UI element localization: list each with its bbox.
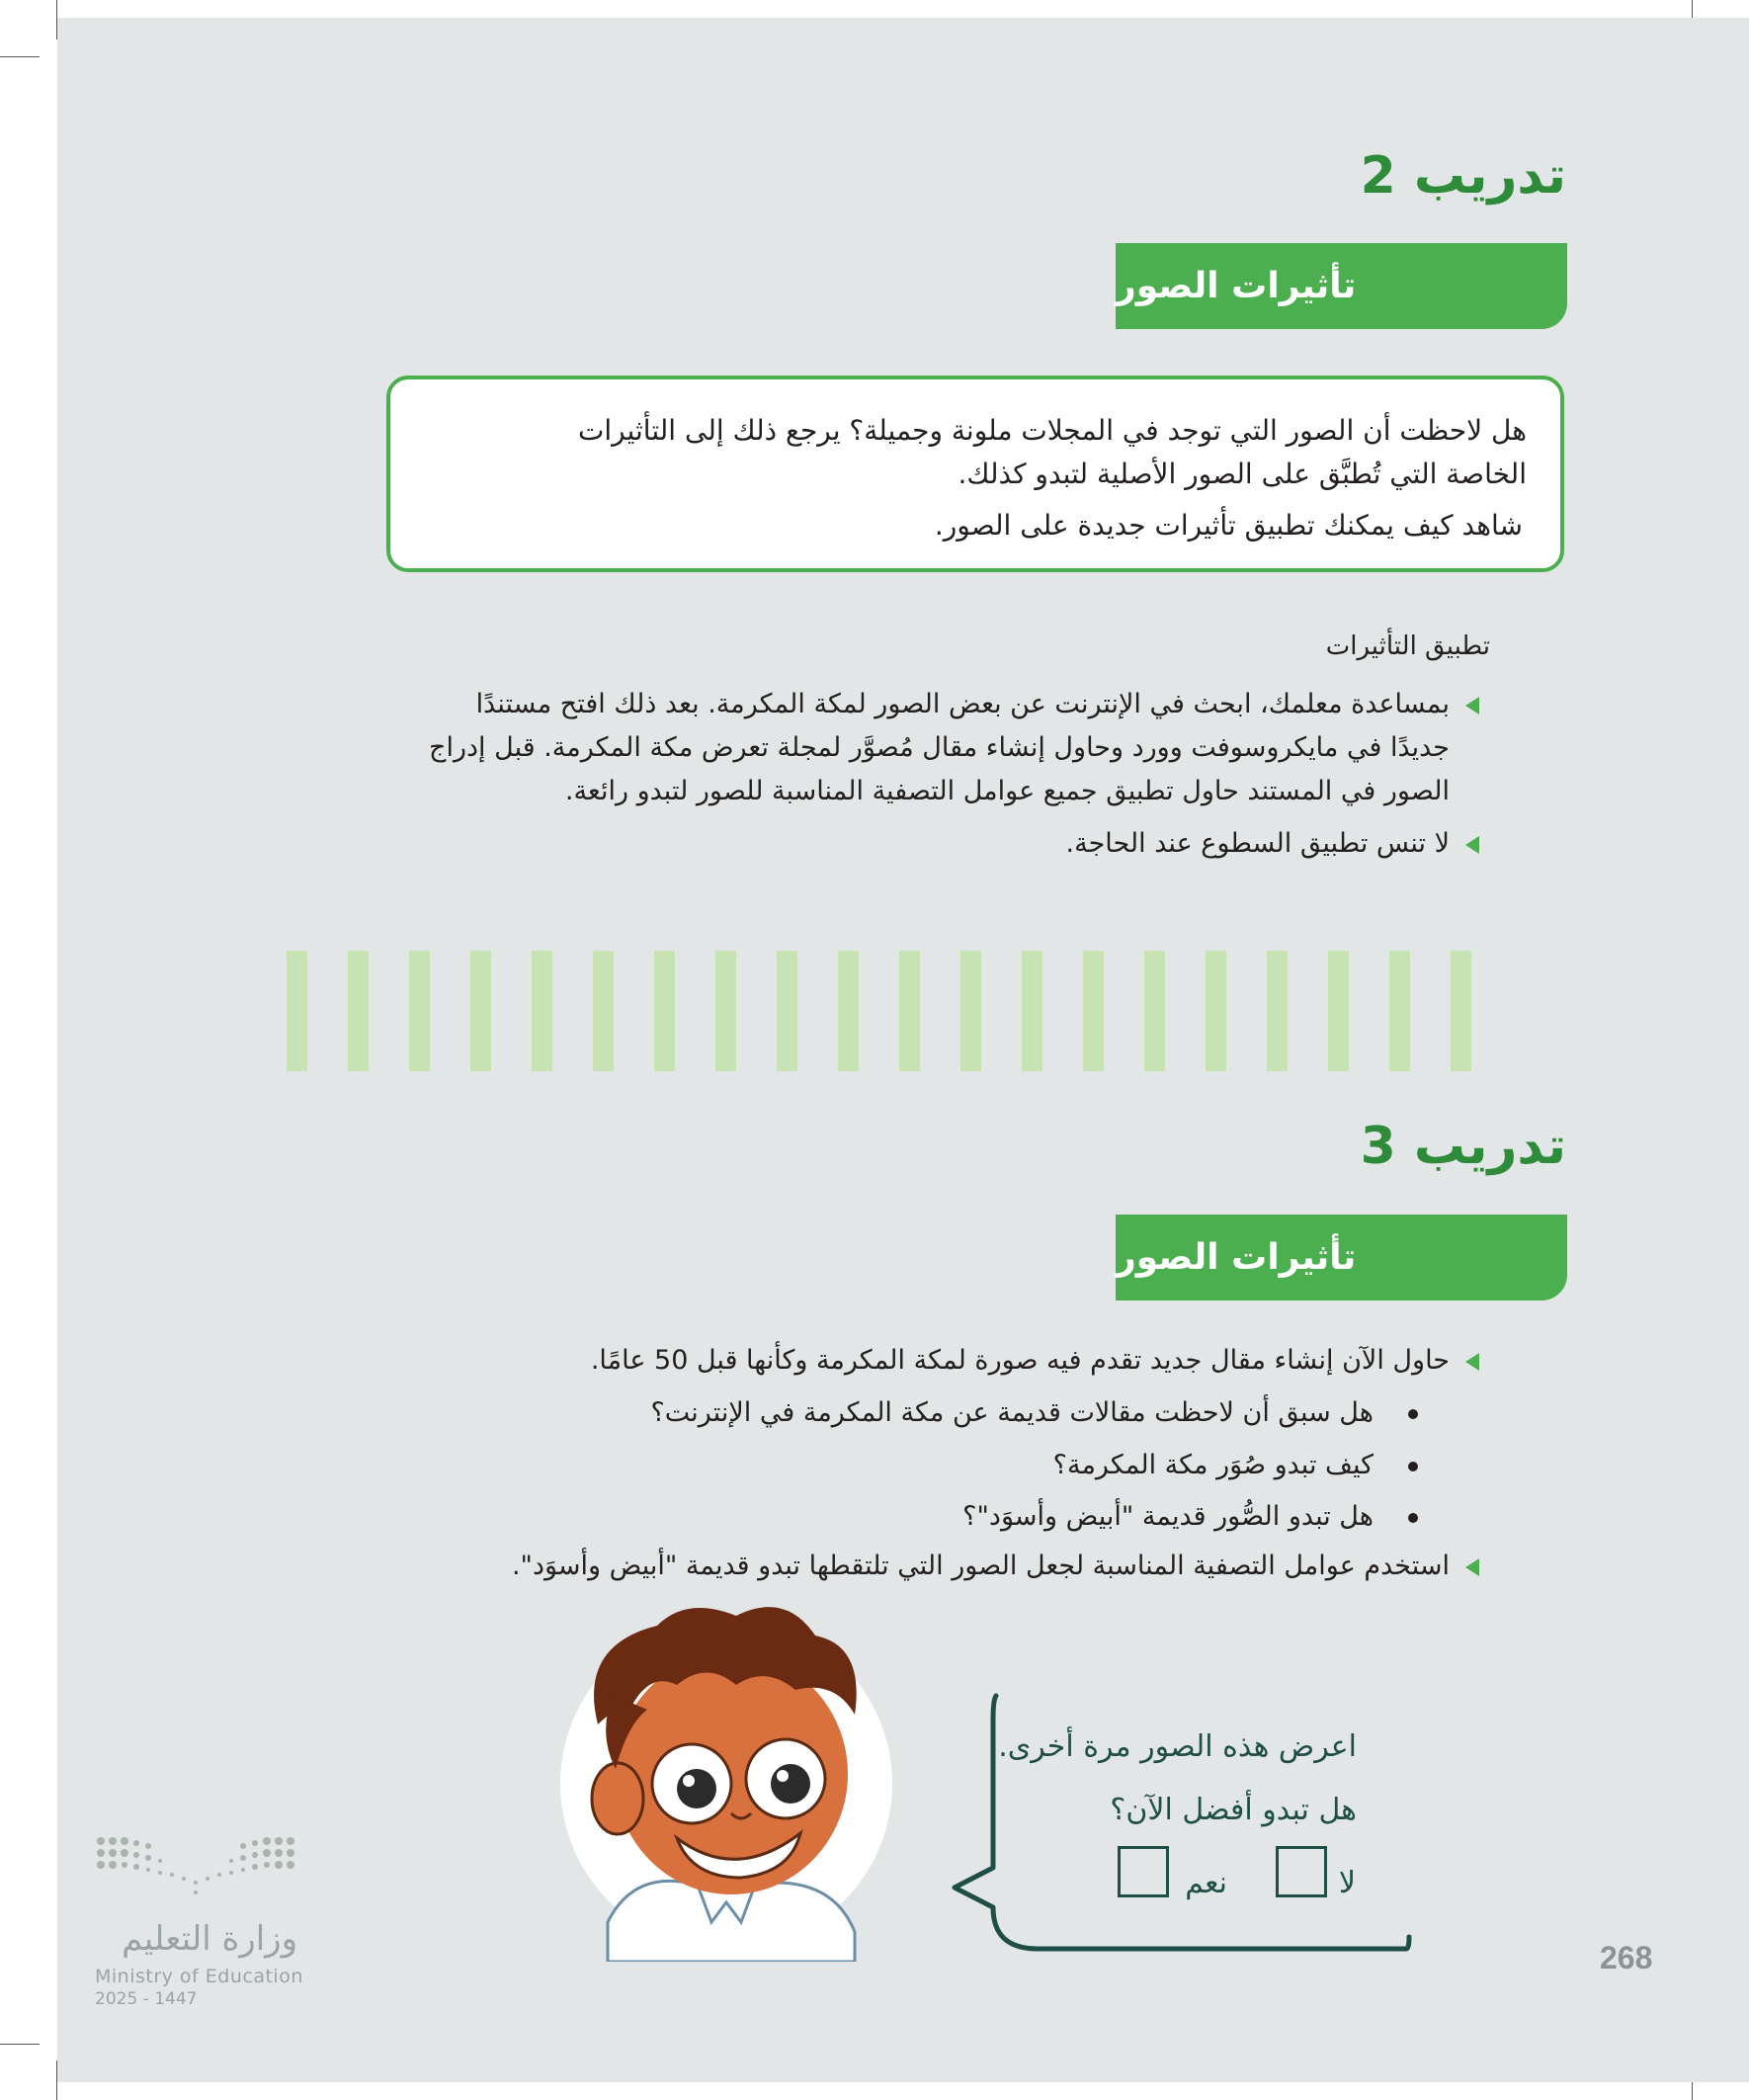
- no-checkbox[interactable]: [1276, 1846, 1327, 1897]
- exercise-2-title: تدريب 2: [1360, 146, 1566, 206]
- crop-mark: [0, 56, 40, 57]
- stripe: [532, 951, 552, 1071]
- stripe: [715, 951, 736, 1071]
- bullet-text-line: استخدم عوامل التصفية المناسبة لجعل الصور التي تلتقطها تبدو قديمة "أبيض وأسوَد".: [511, 1551, 1450, 1581]
- bullet-text-line: حاول الآن إنشاء مقال جديد تقدم فيه صورة لمكة المكرمة وكأنها قبل 50 عامًا.: [590, 1345, 1450, 1376]
- bullet-triangle-icon: [1465, 1353, 1479, 1371]
- option-no-label: لا: [1338, 1866, 1356, 1900]
- option-yes-label: نعم: [1185, 1866, 1227, 1900]
- stripe: [593, 951, 614, 1071]
- bullet-text-line: لا تنس تطبيق السطوع عند الحاجة.: [1065, 828, 1450, 859]
- exercise-3-subitem-1: هل سبق أن لاحظت مقالات قديمة عن مكة المكرمة في الإنترنت؟: [650, 1391, 1374, 1435]
- bullet-text-line: الصور في المستند حاول تطبيق جميع عوامل التصفية المناسبة للصور لتبدو رائعة.: [564, 776, 1450, 806]
- stripe: [899, 951, 920, 1071]
- bullet-text-line: بمساعدة معلمك، ابحث في الإنترنت عن بعض الصور لمكة المكرمة. بعد ذلك افتح مستندًا: [475, 689, 1450, 719]
- stripe: [777, 951, 797, 1071]
- stripe: [1022, 951, 1042, 1071]
- yes-checkbox[interactable]: [1118, 1846, 1169, 1897]
- stripe: [1328, 951, 1349, 1071]
- bullet-text-line: جديدًا في مايكروسوفت وورد وحاول إنشاء مقال مُصوَّر لمجلة تعرض مكة المكرمة. قبل إدراج: [429, 732, 1450, 763]
- stripe: [348, 951, 369, 1071]
- stripe: [1144, 951, 1165, 1071]
- exercise-3-bullet-1: [382, 1339, 1450, 1383]
- intro-box: [386, 376, 1564, 572]
- stripe: [287, 951, 307, 1071]
- stripe: [654, 951, 675, 1071]
- stripe: [1389, 951, 1410, 1071]
- exercise-3-title: تدريب 3: [1360, 1117, 1566, 1176]
- bubble-text-line-1: اعرض هذه الصور مرة أخرى.: [998, 1729, 1357, 1764]
- exercise-3-banner: تأثيرات الصور: [1116, 1215, 1567, 1301]
- exercise-3-subitem-2: كيف تبدو صُوَر مكة المكرمة؟: [1053, 1444, 1374, 1487]
- section-label-apply-effects: تطبيق التأثيرات: [1325, 631, 1490, 661]
- stripe: [960, 951, 981, 1071]
- exercise-3-subitem-3: هل تبدو الصُّور قديمة "أبيض وأسوَد"؟: [962, 1495, 1374, 1539]
- intro-text-line-3: شاهد كيف يمكنك تطبيق تأثيرات جديدة على الصور.: [934, 509, 1523, 542]
- ministry-year: 2025 - 1447: [95, 1989, 198, 2009]
- stripe: [1083, 951, 1104, 1071]
- stripe: [1206, 951, 1226, 1071]
- intro-text-line-1: هل لاحظت أن الصور التي توجد في المجلات ملونة وجميلة؟ يرجع ذلك إلى التأثيرات: [577, 414, 1527, 447]
- intro-text-line-2: الخاصة التي تُطبَّق على الصور الأصلية لتبدو كذلك.: [958, 458, 1527, 490]
- exercise-3-bullet-2: [382, 1545, 1450, 1588]
- bullet-triangle-icon: [1465, 1558, 1479, 1576]
- bullet-dot-icon: [1408, 1409, 1418, 1419]
- exercise-2-bullet-2: [382, 822, 1450, 866]
- stripe: [1267, 951, 1288, 1071]
- exercise-2-bullet-1: [382, 683, 1450, 813]
- ministry-name-arabic: وزارة التعليم: [122, 1919, 297, 1959]
- page-number: 268: [1600, 1940, 1653, 1975]
- bullet-dot-icon: [1408, 1462, 1418, 1471]
- boy-character-illustration: [539, 1586, 914, 1962]
- ministry-name-english: Ministry of Education: [95, 1966, 303, 1987]
- decorative-stripes: [287, 951, 1476, 1071]
- stripe: [409, 951, 430, 1071]
- stripe: [470, 951, 491, 1071]
- bullet-triangle-icon: [1465, 836, 1479, 854]
- exercise-2-banner: تأثيرات الصور: [1116, 243, 1567, 329]
- crop-mark: [0, 2044, 40, 2045]
- bullet-triangle-icon: [1465, 697, 1479, 714]
- bullet-dot-icon: [1408, 1513, 1418, 1523]
- stripe: [1451, 951, 1471, 1071]
- ministry-logo-icon: [95, 1835, 297, 1904]
- stripe: [838, 951, 859, 1071]
- bubble-text-line-2: هل تبدو أفضل الآن؟: [1110, 1793, 1357, 1827]
